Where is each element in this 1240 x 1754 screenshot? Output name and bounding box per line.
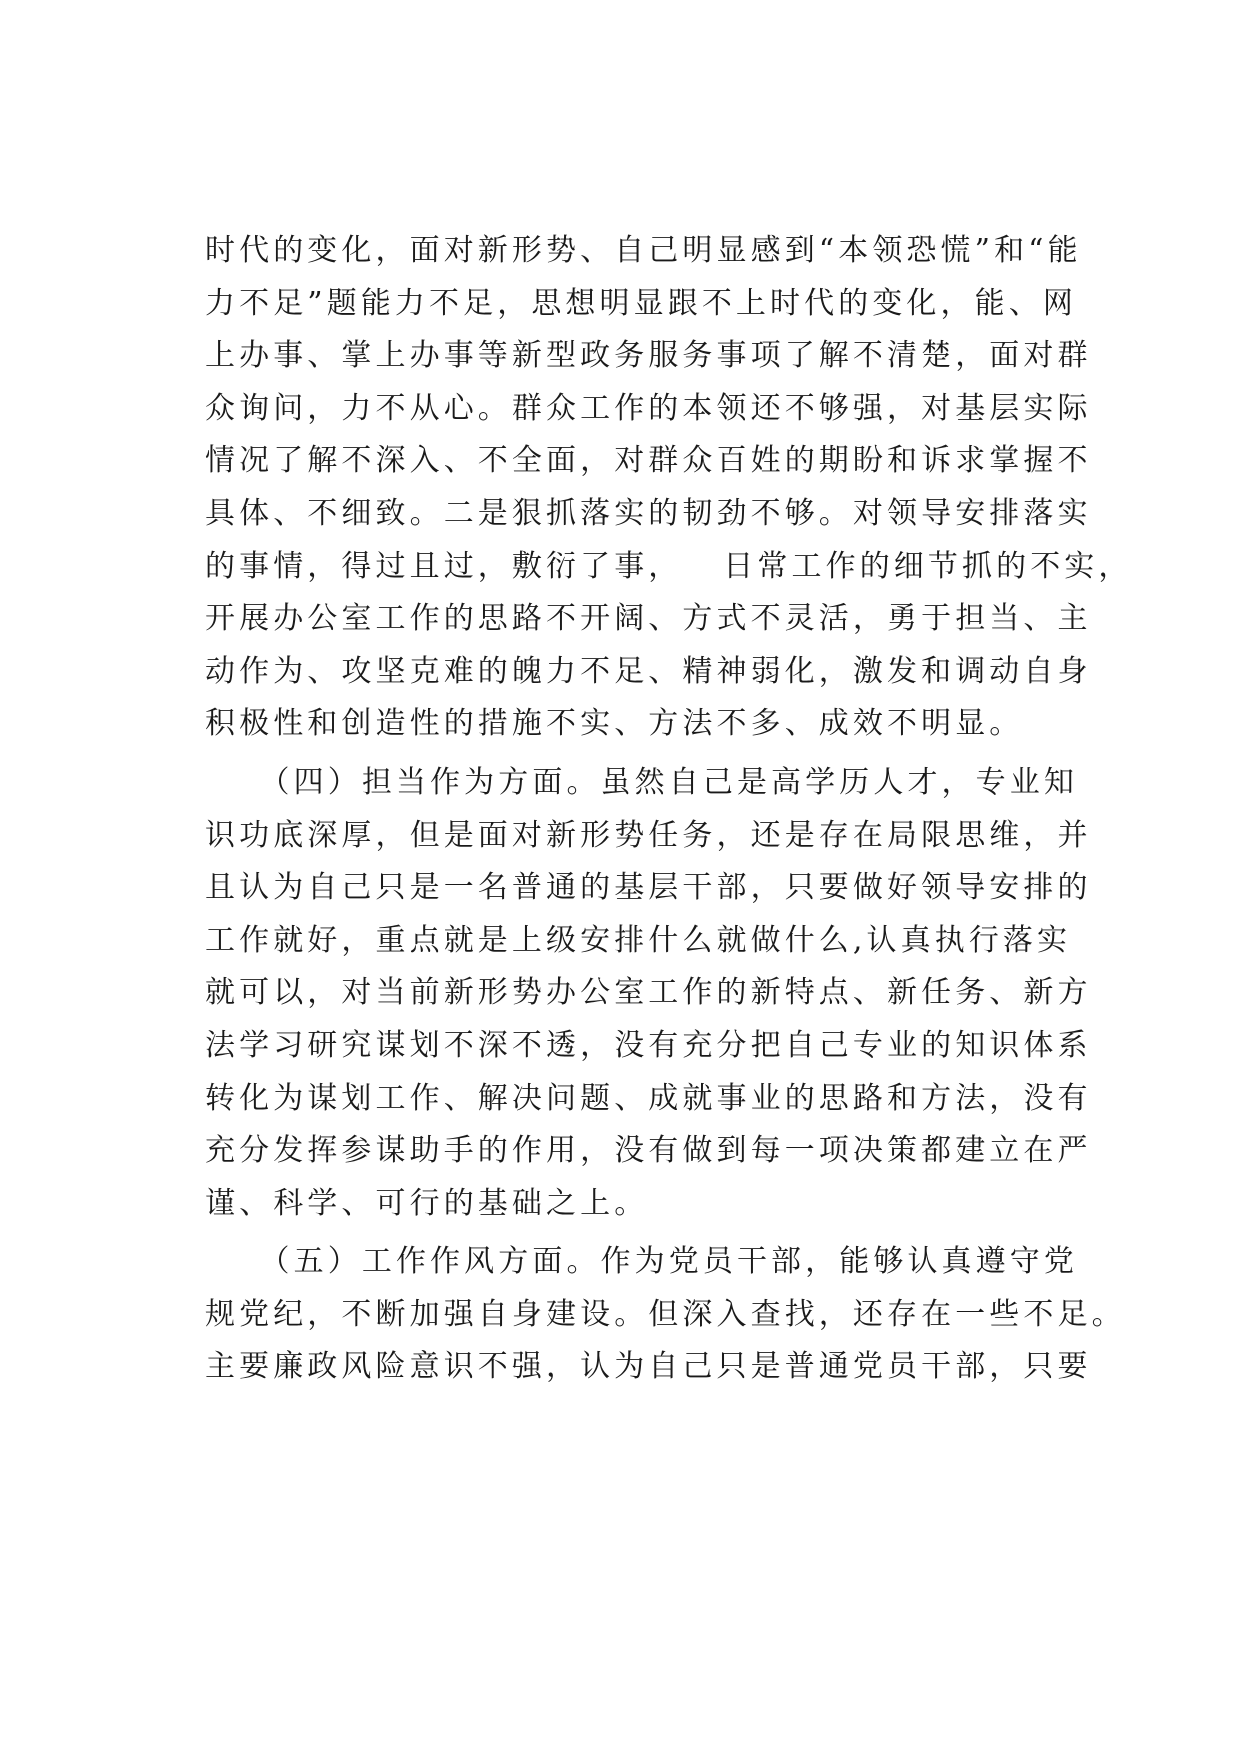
text-line: 充分发挥参谋助手的作用，没有做到每一项决策都建立在严 [205, 1133, 1092, 1169]
text-line: 且认为自己只是一名普通的基层干部，只要做好领导安排的 [205, 870, 1092, 906]
paragraph-3 [205, 1236, 1126, 1394]
text-line: （五）工作作风方面。作为党员干部，能够认真遵守党 [205, 1244, 1078, 1280]
text-line: 工作就好，重点就是上级安排什么就做什么,认真执行落实 [205, 922, 1072, 958]
text-line: 动作为、攻坚克难的魄力不足、精神弱化，激发和调动自身 [205, 653, 1092, 689]
text-line: 法学习研究谋划不深不透，没有充分把自己专业的知识体系 [205, 1027, 1092, 1063]
paragraph-1 [205, 225, 1133, 751]
text-line: 具体、不细致。二是狠抓落实的韧劲不够。对领导安排落实 [205, 495, 1092, 531]
text-line: 时代的变化，面对新形势、自己明显感到“本领恐慌”和“能 [205, 233, 1082, 268]
text-line: 转化为谋划工作、解决问题、成就事业的思路和方法，没有 [205, 1080, 1092, 1116]
text-line: 情况了解不深入、不全面，对群众百姓的期盼和诉求掌握不 [205, 443, 1092, 479]
paragraph-2 [205, 757, 1092, 1230]
text-line: 的事情，得过且过，敷衍了事， 日常工作的细节抓的不实， [205, 548, 1133, 584]
text-line: 识功底深厚，但是面对新形势任务，还是存在局限思维，并 [205, 817, 1092, 853]
document-body [205, 225, 1133, 1394]
text-line: 就可以，对当前新形势办公室工作的新特点、新任务、新方 [205, 975, 1092, 1011]
text-line: 主要廉政风险意识不强，认为自己只是普通党员干部，只要 [205, 1349, 1092, 1385]
text-line: 谨、科学、可行的基础之上。 [205, 1185, 649, 1221]
text-line: （四）担当作为方面。虽然自己是高学历人才，专业知 [205, 764, 1078, 800]
text-line: 上办事、掌上办事等新型政务服务事项了解不清楚，面对群 [205, 338, 1092, 374]
text-line: 规党纪，不断加强自身建设。但深入查找，还存在一些不足。 [205, 1296, 1126, 1332]
text-line: 积极性和创造性的措施不实、方法不多、成效不明显。 [205, 706, 1024, 742]
text-line: 力不足”题能力不足，思想明显跟不上时代的变化，能、网 [205, 285, 1077, 321]
text-line: 众询问，力不从心。群众工作的本领还不够强，对基层实际 [205, 390, 1092, 426]
text-line: 开展办公室工作的思路不开阔、方式不灵活，勇于担当、主 [205, 601, 1092, 637]
